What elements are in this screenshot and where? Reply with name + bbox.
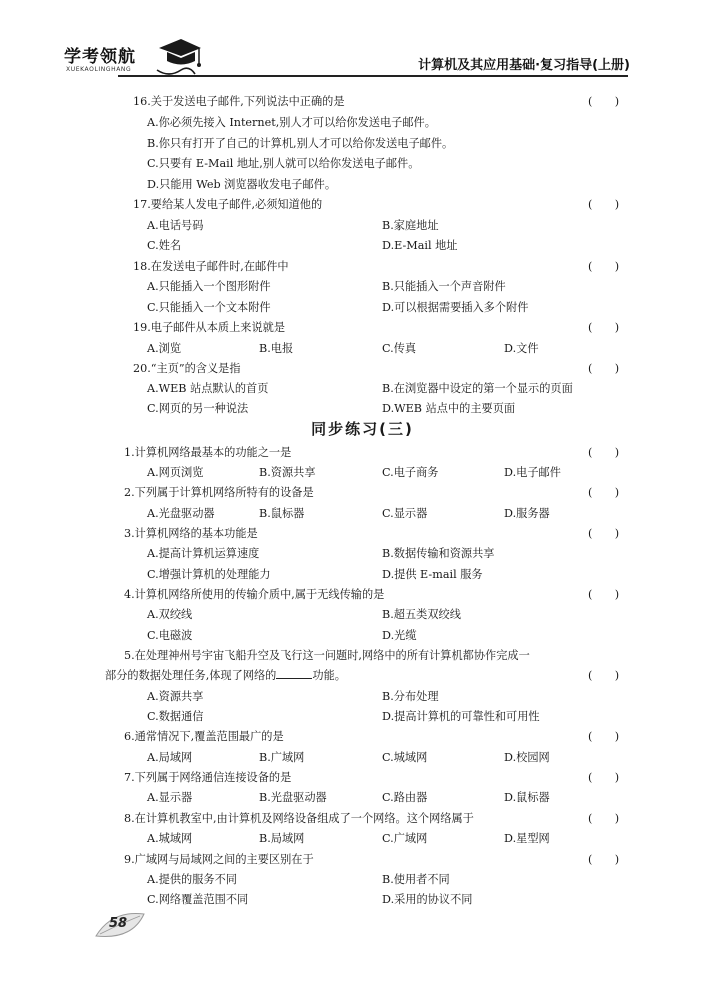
question-stem: 4.计算机网络所使用的传输介质中,属于无线传输的是 [124, 588, 385, 601]
graduation-cap-icon [155, 34, 203, 78]
option: C.广域网 [382, 832, 428, 845]
option: D.WEB 站点中的主要页面 [382, 402, 516, 415]
option: B.广域网 [259, 751, 305, 764]
option: D.E-Mail 地址 [382, 239, 458, 252]
option: C.网页的另一种说法 [147, 402, 249, 415]
answer-bracket: ( ) [588, 812, 620, 825]
option: C.只要有 E-Mail 地址,别人就可以给你发送电子邮件。 [147, 157, 420, 170]
logo-pinyin: XUEKAOLINGHANG [66, 66, 132, 73]
answer-bracket: ( ) [588, 198, 620, 211]
question-stem: 1.计算机网络最基本的功能之一是 [124, 446, 292, 459]
option: B.鼠标器 [259, 507, 305, 520]
page-header [0, 0, 725, 90]
option: C.电子商务 [382, 466, 439, 479]
option: A.提高计算机运算速度 [147, 547, 260, 560]
option: D.可以根据需要插入多个附件 [382, 301, 529, 314]
option: B.在浏览器中设定的第一个显示的页面 [382, 382, 573, 395]
question-stem: 3.计算机网络的基本功能是 [124, 527, 258, 540]
question-stem: 7.下列属于网络通信连接设备的是 [124, 771, 292, 784]
option: B.资源共享 [259, 466, 316, 479]
option: D.星型网 [504, 832, 550, 845]
option: A.网页浏览 [147, 466, 204, 479]
answer-bracket: ( ) [588, 362, 620, 375]
fill-blank [276, 668, 312, 679]
stem-text: 功能。 [312, 669, 346, 682]
option: D.光缆 [382, 629, 417, 642]
option: B.只能插入一个声音附件 [382, 280, 506, 293]
option: C.网络覆盖范围不同 [147, 893, 249, 906]
option: C.姓名 [147, 239, 182, 252]
option: B.电报 [259, 342, 294, 355]
option: A.资源共享 [147, 690, 204, 703]
question-stem: 20.“主页”的含义是指 [133, 362, 241, 375]
option: A.双绞线 [147, 608, 193, 621]
stem-text: 部分的数据处理任务,体现了网络的 [105, 669, 277, 682]
question-stem-continued [105, 668, 346, 684]
option: B.光盘驱动器 [259, 791, 327, 804]
question-stem: 5.在处理神州号宇宙飞船升空及飞行这一问题时,网络中的所有计算机都协作完成一 [124, 649, 530, 662]
answer-bracket: ( ) [588, 321, 620, 334]
option: B.你只有打开了自己的计算机,别人才可以给你发送电子邮件。 [147, 137, 454, 150]
answer-bracket: ( ) [588, 853, 620, 866]
option: D.只能用 Web 浏览器收发电子邮件。 [147, 178, 337, 191]
answer-bracket: ( ) [588, 730, 620, 743]
question-stem: 6.通常情况下,覆盖范围最广的是 [124, 730, 284, 743]
question-stem: 17.要给某人发电子邮件,必须知道他的 [133, 198, 323, 211]
option: D.文件 [504, 342, 539, 355]
option: C.只能插入一个文本附件 [147, 301, 271, 314]
answer-bracket: ( ) [588, 771, 620, 784]
header-divider [118, 75, 628, 77]
answer-bracket: ( ) [588, 260, 620, 273]
option: C.传真 [382, 342, 417, 355]
question-stem: 16.关于发送电子邮件,下列说法中正确的是 [133, 95, 345, 108]
option: B.使用者不同 [382, 873, 450, 886]
option: D.鼠标器 [504, 791, 550, 804]
option: B.家庭地址 [382, 219, 439, 232]
option: C.数据通信 [147, 710, 204, 723]
option: D.校园网 [504, 751, 550, 764]
answer-bracket: ( ) [588, 527, 620, 540]
question-stem: 18.在发送电子邮件时,在邮件中 [133, 260, 289, 273]
option: C.城域网 [382, 751, 428, 764]
option: A.局域网 [147, 751, 193, 764]
question-stem: 2.下列属于计算机网络所特有的设备是 [124, 486, 314, 499]
answer-bracket: ( ) [588, 588, 620, 601]
logo-text: 学考领航 [64, 47, 136, 67]
option: A.浏览 [147, 342, 182, 355]
option: D.服务器 [504, 507, 550, 520]
option: D.采用的协议不同 [382, 893, 473, 906]
page-number: 58 [109, 916, 128, 931]
option: A.提供的服务不同 [147, 873, 237, 886]
question-stem: 8.在计算机教室中,由计算机及网络设备组成了一个网络。这个网络属于 [124, 812, 474, 825]
option: C.路由器 [382, 791, 428, 804]
section-title: 同步练习(三) [311, 420, 414, 438]
option: C.增强计算机的处理能力 [147, 568, 271, 581]
option: D.电子邮件 [504, 466, 561, 479]
option: A.只能插入一个图形附件 [147, 280, 271, 293]
option: C.电磁波 [147, 629, 193, 642]
book-title: 计算机及其应用基础·复习指导(上册) [418, 58, 630, 73]
option: A.WEB 站点默认的首页 [147, 382, 269, 395]
answer-bracket: ( ) [588, 95, 620, 108]
option: A.城域网 [147, 832, 193, 845]
question-stem: 9.广域网与局域网之间的主要区别在于 [124, 853, 314, 866]
answer-bracket: ( ) [588, 446, 620, 459]
option: B.局域网 [259, 832, 305, 845]
option: D.提高计算机的可靠性和可用性 [382, 710, 540, 723]
answer-bracket: ( ) [588, 669, 620, 682]
option: A.光盘驱动器 [147, 507, 215, 520]
option: B.分布处理 [382, 690, 439, 703]
option: B.数据传输和资源共享 [382, 547, 495, 560]
option: A.显示器 [147, 791, 193, 804]
option: A.你必须先接入 Internet,别人才可以给你发送电子邮件。 [147, 116, 436, 129]
option: B.超五类双绞线 [382, 608, 461, 621]
answer-bracket: ( ) [588, 486, 620, 499]
option: D.提供 E-mail 服务 [382, 568, 483, 581]
option: A.电话号码 [147, 219, 204, 232]
question-stem: 19.电子邮件从本质上来说就是 [133, 321, 286, 334]
option: C.显示器 [382, 507, 428, 520]
